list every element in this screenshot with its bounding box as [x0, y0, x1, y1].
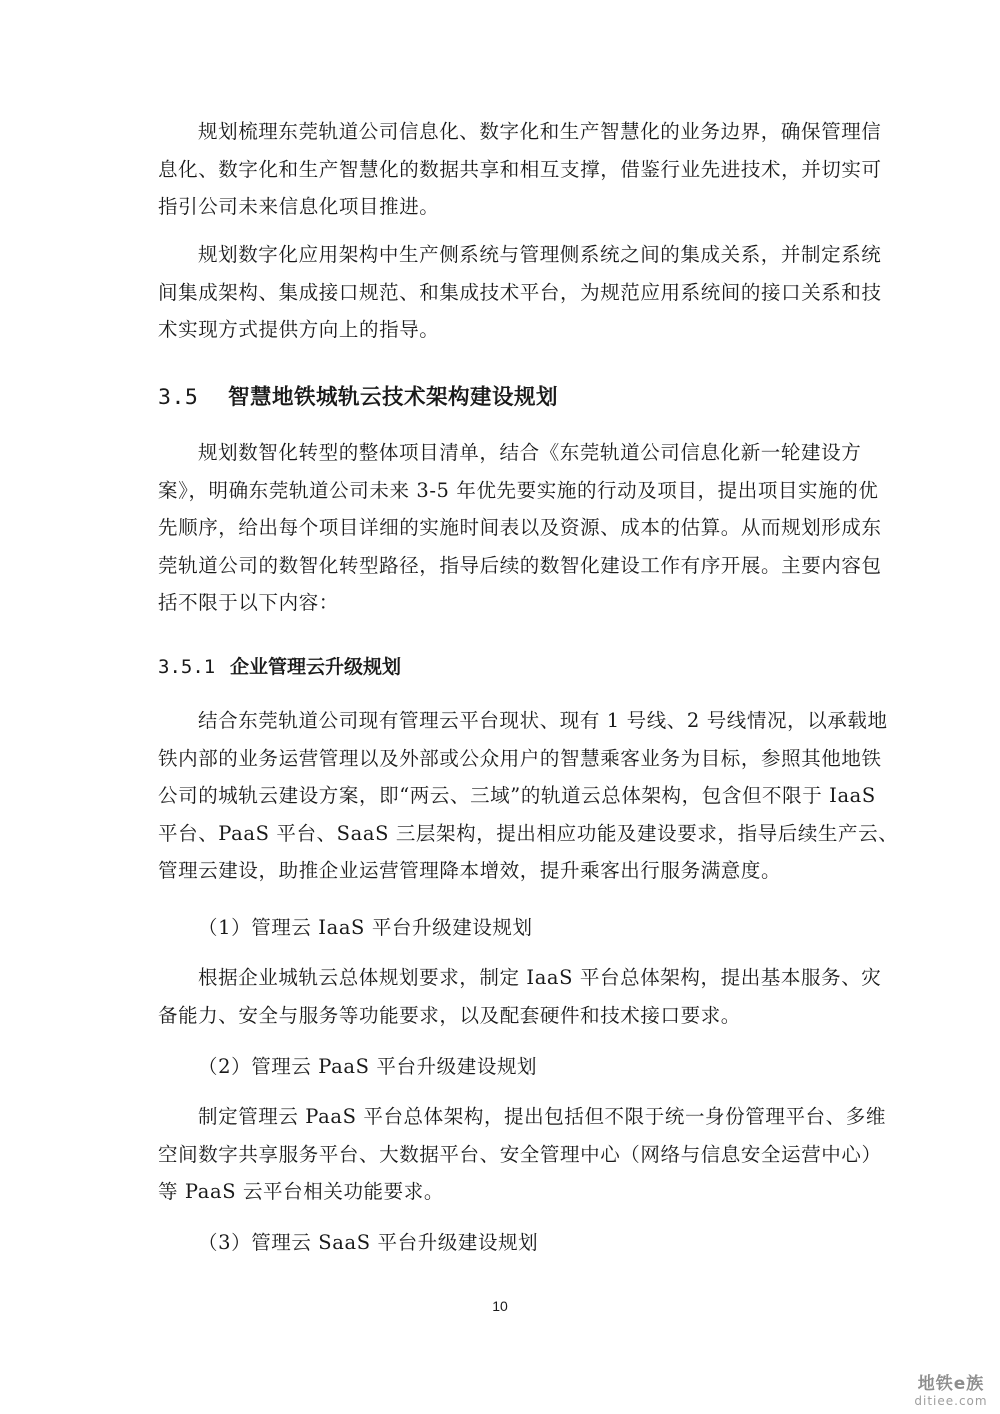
paragraph-line: 结合东莞轨道公司现有管理云平台现状、现有 1 号线、2 号线情况，以承载地: [198, 709, 888, 732]
paragraph-iaas: [158, 959, 884, 1034]
paragraph-line: 指引公司未来信息化项目推进。: [158, 195, 440, 218]
watermark-url: ditiee.com: [914, 1394, 988, 1408]
paragraph-paas: [158, 1098, 884, 1211]
paragraph-project-list: [158, 434, 884, 622]
section-number: 3.5: [158, 385, 199, 410]
paragraph-line: 规划数字化应用架构中生产侧系统与管理侧系统之间的集成关系，并制定系统: [198, 243, 882, 266]
paragraph-line: 案》，明确东莞轨道公司未来 3-5 年优先要实施的行动及项目，提出项目实施的优: [158, 478, 879, 502]
section-title: 智慧地铁城轨云技术架构建设规划: [228, 385, 559, 410]
paragraph-line: 规划梳理东莞轨道公司信息化、数字化和生产智慧化的业务边界，确保管理信: [198, 120, 882, 143]
list-item-paas: （2）管理云 PaaS 平台升级建设规划: [198, 1055, 538, 1078]
paragraph-integration-architecture: [158, 236, 884, 349]
paragraph-line: 括不限于以下内容：: [158, 591, 339, 614]
paragraph-line: 间集成架构、集成接口规范、和集成技术平台，为规范应用系统间的接口关系和技: [158, 280, 882, 304]
paragraph-line: 等 PaaS 云平台相关功能要求。: [158, 1180, 444, 1203]
paragraph-line: 管理云建设，助推企业运营管理降本增效，提升乘客出行服务满意度。: [158, 859, 782, 882]
paragraph-line: 莞轨道公司的数智化转型路径，指导后续的数智化建设工作有序开展。主要内容包: [158, 553, 882, 577]
subsection-heading: [158, 652, 401, 679]
watermark-logo: [908, 1369, 994, 1408]
subsection-title: 企业管理云升级规划: [230, 656, 402, 678]
paragraph-line: 息化、数字化和生产智慧化的数据共享和相互支撑，借鉴行业先进技术，并切实可: [158, 157, 882, 181]
paragraph-cloud-upgrade: [158, 702, 899, 890]
paragraph-line: 先顺序，给出每个项目详细的实施时间表以及资源、成本的估算。从而规划形成东: [158, 516, 882, 539]
paragraph-line: 规划数智化转型的整体项目清单，结合《东莞轨道公司信息化新一轮建设方: [198, 441, 862, 464]
watermark-title: 地铁e族: [917, 1374, 985, 1394]
paragraph-line: 铁内部的业务运营管理以及外部或公众用户的智慧乘客业务为目标，参照其他地铁: [158, 746, 882, 770]
page-number: 10: [492, 1298, 508, 1314]
section-heading: [158, 380, 558, 411]
list-item-iaas: （1）管理云 IaaS 平台升级建设规划: [198, 916, 533, 939]
paragraph-line: 制定管理云 PaaS 平台总体架构，提出包括但不限于统一身份管理平台、多维: [198, 1105, 886, 1128]
paragraph-line: 空间数字共享服务平台、大数据平台、安全管理中心（网络与信息安全运营中心）: [158, 1142, 882, 1166]
paragraph-line: 公司的城轨云建设方案，即“两云、三域”的轨道云总体架构，包含但不限于 IaaS: [158, 784, 876, 807]
paragraph-business-boundary: [158, 113, 884, 226]
paragraph-line: 平台、PaaS 平台、SaaS 三层架构，提出相应功能及建设要求，指导后续生产云、: [158, 821, 899, 845]
paragraph-line: 根据企业城轨云总体规划要求，制定 IaaS 平台总体架构，提出基本服务、灾: [198, 966, 882, 989]
subsection-number: 3.5.1: [158, 656, 216, 678]
paragraph-line: 备能力、安全与服务等功能要求，以及配套硬件和技术接口要求。: [158, 1003, 741, 1027]
list-item-saas: （3）管理云 SaaS 平台升级建设规划: [198, 1231, 539, 1254]
paragraph-line: 术实现方式提供方向上的指导。: [158, 318, 440, 341]
